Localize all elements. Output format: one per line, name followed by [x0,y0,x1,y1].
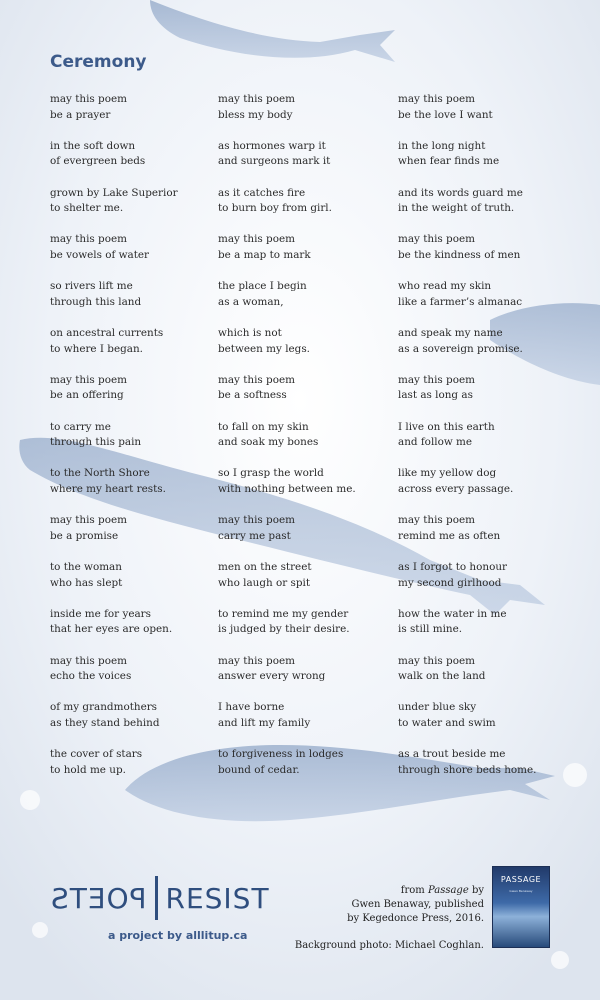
credit-book-title: Passage [427,885,469,896]
poem-line: as a woman, [218,295,284,308]
poem-line: in the long night [398,139,486,152]
poem-line: the place I begin [218,280,307,293]
poem-line: may this poem [218,654,295,667]
poem-line: through this land [50,295,142,308]
poem-line: as a trout beside me [398,748,506,761]
stanza [218,466,393,513]
stanza [398,420,573,467]
stanza [218,373,393,420]
poem-line: be the love I want [398,108,493,121]
poem-line: carry me past [218,529,291,542]
poem-line: may this poem [398,373,475,386]
poem-line: to hold me up. [50,763,126,776]
poem-title: Ceremony [50,52,147,72]
poem-line: who laugh or spit [218,576,311,589]
poem-line: may this poem [218,93,295,105]
stanza [398,92,573,139]
photo-credit: Background photo: Michael Coghlan. [294,940,484,951]
poem-line: my second girlhood [398,576,502,589]
stanza [398,560,573,607]
stanza [218,513,393,560]
poem-line: may this poem [398,514,475,527]
stanza [50,186,225,233]
stanza [218,232,393,279]
poem-line: as they stand behind [50,716,160,729]
stanza [50,654,225,701]
poem-line: be a promise [50,529,119,542]
poem-line: and its words guard me [398,186,523,199]
stanza [50,700,225,747]
poem-line: as it catches fire [218,186,306,199]
poem-line: to carry me [50,420,111,433]
stanza [398,279,573,326]
stanza [50,513,225,560]
stanza [50,420,225,467]
poem-line: be the kindness of men [398,248,521,261]
poem-line: through this pain [50,436,142,449]
poem-line: like a farmer’s almanac [398,295,523,308]
poem-line: I live on this earth [398,420,495,433]
poem-line: through shore beds home. [398,763,537,776]
poem-column-3 [398,92,573,794]
poem-line: between my legs. [218,342,310,355]
stanza [50,373,225,420]
poem-line: I have borne [218,701,285,714]
credit-by: by [468,885,484,896]
credit-from: from [400,885,428,896]
stanza [398,232,573,279]
poem-line: may this poem [50,233,127,246]
poem-line: who has slept [50,576,123,589]
poem-line: may this poem [50,654,127,667]
poem-line: may this poem [398,93,475,105]
credit-author: Gwen Benaway, published [351,899,484,910]
poem-line: so I grasp the world [218,467,324,480]
poem-line: and speak my name [398,326,503,339]
poem-line: and follow me [398,436,473,449]
poem-line: may this poem [50,373,127,386]
poem-line: to remind me my gender [218,607,349,620]
stanza [50,326,225,373]
poem-line: remind me as often [398,529,501,542]
logo-divider [155,876,158,920]
poem-line: be a map to mark [218,248,311,261]
project-tagline-link[interactable]: a project by alllitup.ca [108,929,248,942]
poem-line: bound of cedar. [218,763,300,776]
stanza [218,326,393,373]
stanza [218,420,393,467]
credit-publisher: by Kegedonce Press, 2016. [347,913,484,924]
poem-line: men on the street [218,560,312,573]
poem-line: may this poem [398,654,475,667]
stanza [218,654,393,701]
poem-line: inside me for years [50,607,151,620]
poem-line: echo the voices [50,670,132,683]
stanza [218,607,393,654]
poem-line: is judged by their desire. [218,623,350,636]
poem-line: bless my body [218,108,293,121]
poem-line: to forgiveness in lodges [218,748,344,761]
poem-line: be an offering [50,389,124,402]
poem-column-2 [218,92,393,794]
book-cover-image [492,866,550,948]
poem-line: so rivers lift me [50,280,133,293]
poem-line: last as long as [398,389,473,402]
poem-line: be a softness [218,389,287,402]
stanza [50,747,225,794]
poem-line: to water and swim [398,716,496,729]
poem-line: to the woman [50,560,122,573]
poem-line: how the water in me [398,607,507,620]
stanza [50,232,225,279]
poem-line: on ancestral currents [50,326,164,339]
poem-line: be a prayer [50,108,111,121]
poem-line: may this poem [50,93,127,105]
poem-line: to shelter me. [50,202,124,215]
stanza [218,747,393,794]
stanza [218,700,393,747]
stanza [218,139,393,186]
stanza [398,747,573,794]
stanza [218,560,393,607]
poem-line: be vowels of water [50,248,150,261]
poem-line: in the weight of truth. [398,202,515,215]
poem-line: like my yellow dog [398,467,497,480]
poem-line: of my grandmothers [50,701,158,714]
poem-line: when fear finds me [398,155,500,168]
poem-line: of evergreen beds [50,155,146,168]
stanza [398,466,573,513]
poem-line: that her eyes are open. [50,623,173,636]
logo-poets-mirrored: POETS [50,881,147,915]
stanza [50,279,225,326]
stanza [50,607,225,654]
poem-line: the cover of stars [50,748,143,761]
poem-line: which is not [218,326,282,339]
stanza [398,513,573,560]
poem-line: to where I began. [50,342,143,355]
poem-line: where my heart rests. [50,482,166,495]
poem-line: and surgeons mark it [218,155,331,168]
stanza [218,186,393,233]
cover-author: Gwen Benaway [509,889,533,893]
poem-line: is still mine. [398,623,463,636]
stanza [398,373,573,420]
poem-line: and lift my family [218,716,311,729]
poem-column-1 [50,92,225,794]
poem-line: in the soft down [50,139,136,152]
poets-resist-logo[interactable] [50,876,270,920]
poem-line: grown by Lake Superior [50,186,178,199]
poem-line: to fall on my skin [218,420,309,433]
stanza [398,700,573,747]
poem-line: as I forgot to honour [398,560,507,573]
stanza [398,607,573,654]
stanza [398,326,573,373]
poem-line: across every passage. [398,482,514,495]
stanza [50,139,225,186]
poem-line: as a sovereign promise. [398,342,523,355]
poem-line: may this poem [218,373,295,386]
poem-line: may this poem [218,514,295,527]
poem-line: with nothing between me. [218,482,356,495]
poem-line: answer every wrong [218,670,326,683]
poem-line: may this poem [218,233,295,246]
poem-line: to the North Shore [50,467,150,480]
poem-line: may this poem [50,514,127,527]
poem-line: who read my skin [398,280,492,293]
cover-title: PASSAGE [500,875,542,884]
poem-line: under blue sky [398,701,477,714]
poem-line: to burn boy from girl. [218,202,332,215]
poem-line: and soak my bones [218,436,319,449]
poem-line: as hormones warp it [218,139,326,152]
poem-line: walk on the land [398,670,486,683]
poem-line: may this poem [398,233,475,246]
logo-resist: RESIST [165,881,270,915]
stanza [398,654,573,701]
stanza [50,92,225,139]
book-credit [284,884,484,926]
stanza [398,186,573,233]
stanza [50,560,225,607]
stanza [50,466,225,513]
stanza [218,279,393,326]
stanza [218,92,393,139]
stanza [398,139,573,186]
